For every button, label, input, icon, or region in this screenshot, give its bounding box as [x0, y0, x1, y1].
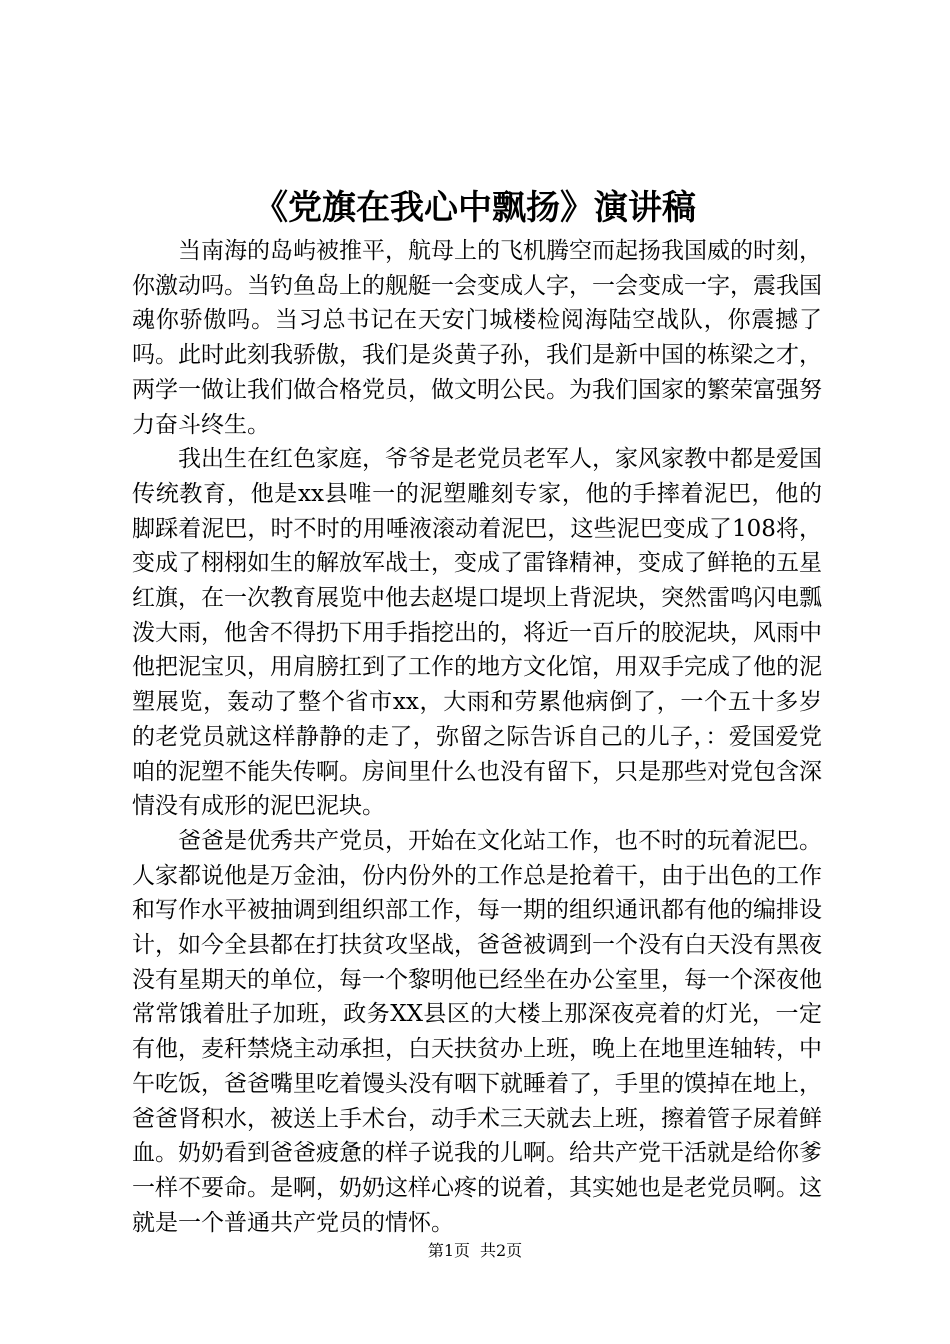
paragraph-2: 我出生在红色家庭，爷爷是老党员老军人，家风家教中都是爱国传统教育，他是xx县唯一的泥塑雕刻专家，他的手摔着泥巴，他的脚踩着泥巴，时不时的用唾液滚动着泥巴，这些泥巴变成了108将，变成了栩栩如生的解放军战士，变成了雷锋精神，变成了鲜艳的五星红旗，在一次教育展览中他去赵堤口堤坝上背泥块，突然雷鸣闪电瓢泼大雨，他舍不得扔下用手指挖出的，将近一百斤的胶泥块，风雨中他把泥宝贝，用肩膀扛到了工作的地方文化馆，用双手完成了他的泥塑展览，轰动了整个省市xx，大雨和劳累他病倒了，一个五十多岁的老党员就这样静静的走了，弥留之际告诉自己的儿子，：爱国爱党咱的泥塑不能失传啊。房间里什么也没有留下，只是那些对党包含深情没有成形的泥巴泥块。	[132, 446, 822, 820]
page-total: 共2页	[480, 1241, 523, 1260]
page-number: 第1页	[427, 1241, 470, 1260]
paragraph-3: 爸爸是优秀共产党员，开始在文化站工作，也不时的玩着泥巴。人家都说他是万金油，份内份外的工作总是抢着干，由于出色的工作和写作水平被抽调到组织部工作，每一期的组织通讯都有他的编排设计，如今全县都在打扶贫攻坚战，爸爸被调到一个没有白天没有黑夜没有星期天的单位，每一个黎明他已经坐在办公室里，每一个深夜他常常饿着肚子加班，政务XX县区的大楼上那深夜亮着的灯光，一定有他，麦秆禁烧主动承担，白天扶贫办上班，晚上在地里连轴转，中午吃饭，爸爸嘴里吃着馒头没有咽下就睡着了，手里的馍掉在地上，爸爸肾积水，被送上手术台，动手术三天就去上班，擦着管子尿着鲜血。奶奶看到爸爸疲惫的样子说我的儿啊。给共产党干活就是给你爹一样不要命。是啊，奶奶这样心疼的说着，其实她也是老党员啊。这就是一个普通共产党员的情怀。	[132, 827, 822, 1236]
document-title: 《党旗在我心中飘扬》演讲稿	[254, 188, 696, 228]
paragraph-1: 当南海的岛屿被推平，航母上的飞机腾空而起扬我国威的时刻，你激动吗。当钓鱼岛上的舰艇一会变成人字，一会变成一字，震我国魂你骄傲吗。当习总书记在天安门城楼检阅海陆空战队，你震撼了吗。此时此刻我骄傲，我们是炎黄子孙，我们是新中国的栋梁之才，两学一做让我们做合格党员，做文明公民。为我们国家的繁荣富强努力奋斗终生。	[132, 238, 822, 438]
page-footer	[0, 1240, 950, 1262]
document-body	[132, 234, 822, 1240]
